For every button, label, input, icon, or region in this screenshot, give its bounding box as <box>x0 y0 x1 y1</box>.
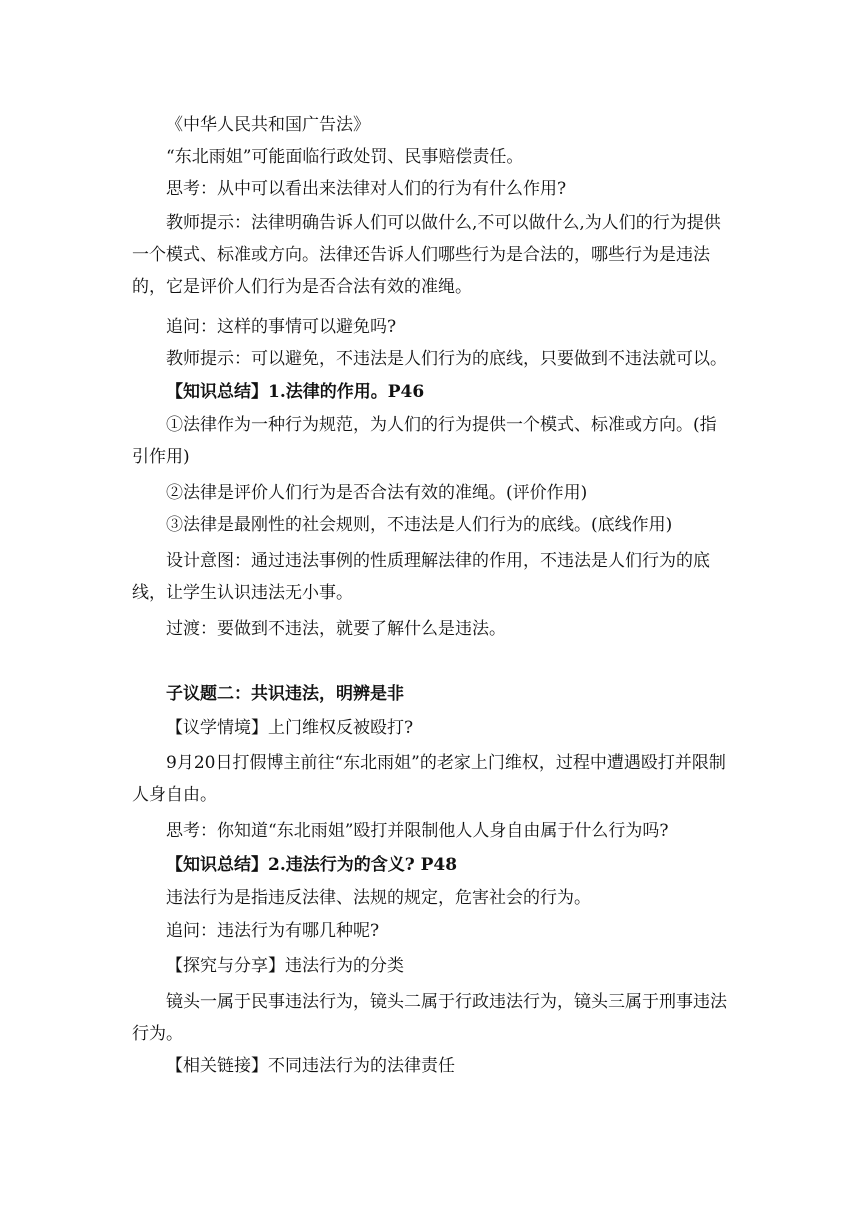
paragraph-classification: 镜头一属于民事违法行为，镜头二属于行政违法行为，镜头三属于刑事违法行为。 <box>132 992 727 1044</box>
paragraph-definition: 违法行为是指违反法律、法规的规定，危害社会的行为。 <box>166 888 591 908</box>
paragraph-related-link: 【相关链接】不同违法行为的法律责任 <box>166 1056 455 1076</box>
paragraph-followup-1: 追问：这样的事情可以避免吗? <box>166 317 397 337</box>
summary-tag: 【知识总结】 <box>166 855 268 875</box>
paragraph-scenario: 【议学情境】上门维权反被殴打? <box>166 718 414 738</box>
paragraph-explore-share: 【探究与分享】违法行为的分类 <box>166 956 404 976</box>
paragraph-followup-2: 追问：违法行为有哪几种呢? <box>166 921 380 941</box>
paragraph-bottom-line-role: ③法律是最刚性的社会规则，不违法是人们行为的底线。(底线作用) <box>166 515 673 535</box>
section-heading-sub-topic-2: 子议题二：共识违法，明辨是非 <box>166 684 404 704</box>
paragraph-think-1: 思考：从中可以看出来法律对人们的行为有什么作用? <box>166 179 567 199</box>
paragraph-teacher-hint-1: 教师提示：法律明确告诉人们可以做什么,不可以做什么,为人们的行为提供一个模式、标准或方向。法律还告诉人们哪些行为是合法的，哪些行为是违法的，它是评价人们行为是否合法有效的准绳。 <box>132 213 721 297</box>
paragraph-transition: 过渡：要做到不违法，就要了解什么是违法。 <box>166 619 506 639</box>
summary-text: 1.法律的作用。P46 <box>268 382 425 402</box>
paragraph-knowledge-summary-2 <box>132 849 730 881</box>
paragraph-design-intent: 设计意图：通过违法事例的性质理解法律的作用，不违法是人们行为的底线，让学生认识违法无小事。 <box>132 551 710 603</box>
paragraph-knowledge-summary-1 <box>132 376 730 408</box>
paragraph-guiding-role: ①法律作为一种行为规范，为人们的行为提供一个模式、标准或方向。(指引作用) <box>132 415 717 467</box>
paragraph-penalty: “东北雨姐”可能面临行政处罚、民事赔偿责任。 <box>166 147 524 167</box>
paragraph-evaluating-role: ②法律是评价人们行为是否合法有效的准绳。(评价作用) <box>166 483 588 503</box>
paragraph-think-2: 思考：你知道“东北雨姐”殴打并限制他人人身自由属于什么行为吗? <box>166 821 669 841</box>
paragraph-teacher-hint-2: 教师提示：可以避免，不违法是人们行为的底线，只要做到不违法就可以。 <box>166 349 727 369</box>
summary-tag: 【知识总结】 <box>166 382 268 402</box>
summary-text: 2.违法行为的含义? P48 <box>268 855 458 875</box>
paragraph-incident: 9月20日打假博主前往“东北雨姐”的老家上门维权，过程中遭遇殴打并限制人身自由。 <box>132 753 726 805</box>
paragraph-law-title: 《中华人民共和国广告法》 <box>166 115 370 135</box>
